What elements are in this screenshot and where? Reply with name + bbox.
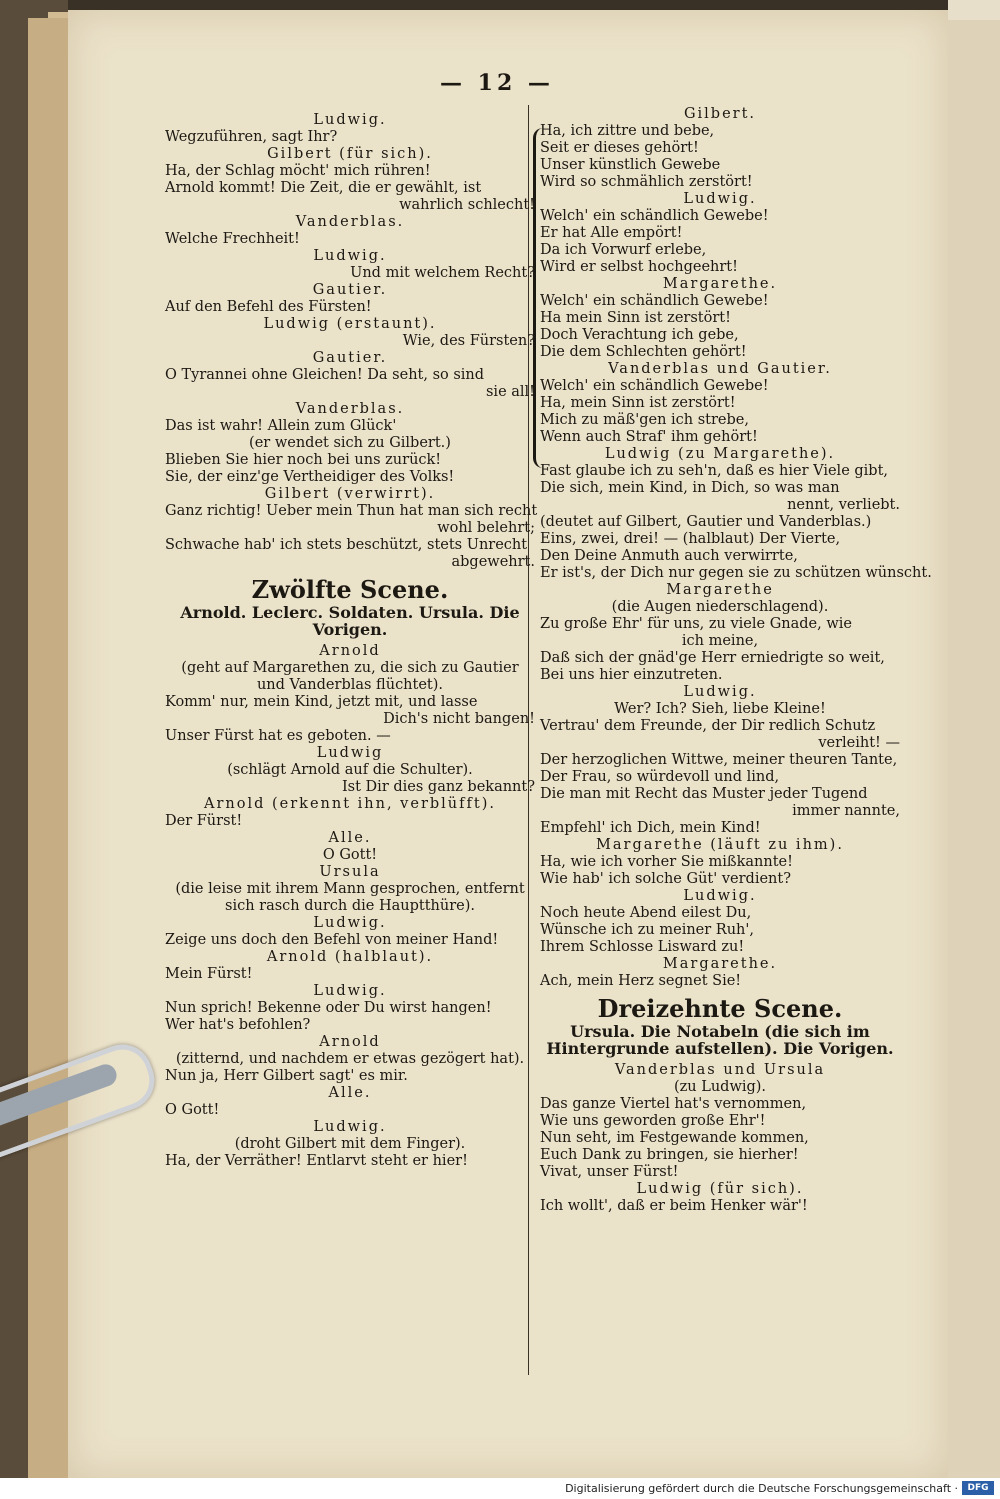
text-line: Ha, mein Sinn ist zerstört! [540, 395, 736, 411]
text-line: Margarethe [666, 582, 774, 598]
text-line: Ha, der Schlag möcht' mich rühren! [165, 163, 431, 179]
text-line: Vanderblas. [295, 214, 405, 230]
text-line: Zeige uns doch den Befehl von meiner Hand! [165, 932, 499, 948]
text-line: Ha, ich zittre und bebe, [540, 123, 715, 139]
text-line: (die leise mit ihrem Mann gesprochen, entfernt [175, 881, 525, 897]
left-column-text [165, 112, 538, 571]
text-line: Dich's nicht bangen! [383, 711, 535, 727]
text-line: Unser künstlich Gewebe [540, 157, 721, 173]
text-line: Arnold [319, 1034, 381, 1050]
right-column [540, 106, 932, 1215]
text-line: Gilbert (für sich). [267, 146, 433, 162]
text-line: Das ist wahr! Allein zum Glück' [165, 418, 397, 434]
text-line: Noch heute Abend eilest Du, [540, 905, 752, 921]
text-line: Das ganze Viertel hat's vernommen, [540, 1096, 807, 1112]
text-line: Seit er dieses gehört! [540, 140, 699, 156]
text-line: Nun sprich! Bekenne oder Du wirst hangen! [165, 1000, 492, 1016]
text-line: (die Augen niederschlagend). [611, 599, 829, 615]
text-line: Doch Verachtung ich gebe, [540, 327, 739, 343]
text-line: O Tyrannei ohne Gleichen! Da seht, so sind [165, 367, 485, 383]
text-line: (zitternd, und nachdem er etwas gezögert hat). [175, 1051, 525, 1067]
text-line: (schlägt Arnold auf die Schulter). [227, 762, 473, 778]
text-line: Ich wollt', daß er beim Henker wär'! [540, 1198, 808, 1214]
text-line: Gautier. [312, 350, 388, 366]
scene-thirteen-cast: Ursula. Die Notabeln (die sich im Hintergrunde aufstellen). Die Vorigen. [546, 1022, 894, 1058]
scene-twelve-cast: Arnold. Leclerc. Soldaten. Ursula. Die Vorigen. [180, 603, 520, 639]
text-line: Gilbert (verwirrt). [264, 486, 436, 502]
text-line: Auf den Befehl des Fürsten! [165, 299, 372, 315]
text-line: Ludwig. [683, 191, 757, 207]
text-line: Eins, zwei, drei! — (halblaut) Der Vierte, [540, 531, 841, 547]
text-line: verleiht! — [818, 735, 900, 751]
text-line: Vanderblas. [295, 401, 405, 417]
dfg-logo: DFG [962, 1481, 994, 1495]
text-line: Vertrau' dem Freunde, der Dir redlich Schutz [540, 718, 876, 734]
text-line: ich meine, [681, 633, 759, 649]
text-line: Ist Dir dies ganz bekannt? [341, 779, 535, 795]
text-line: Arnold [319, 643, 381, 659]
text-line: Die sich, mein Kind, in Dich, so was man [540, 480, 840, 496]
text-line: Ha, wie ich vorher Sie mißkannte! [540, 854, 793, 870]
text-line: Daß sich der gnäd'ge Herr erniedrigte so weit, [540, 650, 885, 666]
text-line: Wird er selbst hochgeehrt! [540, 259, 738, 275]
text-line: Er hat Alle empört! [540, 225, 683, 241]
text-line: Mich zu mäß'gen ich strebe, [540, 412, 749, 428]
text-line: Margarethe. [662, 956, 778, 972]
text-line: (droht Gilbert mit dem Finger). [234, 1136, 466, 1152]
text-line: Komm' nur, mein Kind, jetzt mit, und lasse [165, 694, 478, 710]
text-line: sie all! [485, 384, 535, 400]
right-column-text-2 [540, 1062, 900, 1215]
text-line: (geht auf Margarethen zu, die sich zu Gautier [181, 660, 519, 676]
text-line: Alle. [328, 830, 372, 846]
text-line: nennt, verliebt. [787, 497, 900, 513]
text-line: Ludwig. [313, 915, 387, 931]
text-line: Ludwig. [313, 248, 387, 264]
text-line: Gautier. [312, 282, 388, 298]
text-line: Ludwig. [683, 888, 757, 904]
left-column-text-2 [165, 643, 535, 1170]
text-line: Arnold kommt! Die Zeit, die er gewählt, ist [165, 180, 482, 196]
page-number: — 12 — [440, 70, 554, 96]
text-line: Ludwig (erstaunt). [263, 316, 437, 332]
text-line: Blieben Sie hier noch bei uns zurück! [165, 452, 442, 468]
text-line: Arnold (erkennt ihn, verblüfft). [204, 796, 496, 812]
text-line: Nun seht, im Festgewande kommen, [540, 1130, 809, 1146]
text-line: Welch' ein schändlich Gewebe! [540, 293, 769, 309]
text-line: Vivat, unser Fürst! [540, 1164, 679, 1180]
text-line: O Gott! [322, 847, 378, 863]
text-line: Ludwig. [683, 684, 757, 700]
text-line: Ludwig (zu Margarethe). [604, 446, 836, 462]
text-line: Ludwig. [313, 112, 387, 128]
right-column-text [540, 106, 932, 990]
text-line: Vanderblas und Ursula [614, 1062, 826, 1078]
text-line: Und mit welchem Recht? [350, 265, 535, 281]
text-line: Wünsche ich zu meiner Ruh', [540, 922, 754, 938]
text-line: Schwache hab' ich stets beschützt, stets Unrecht [165, 537, 528, 553]
text-line: sich rasch durch die Hauptthüre). [225, 898, 475, 914]
text-line: Da ich Vorwurf erlebe, [540, 242, 707, 258]
text-line: (deutet auf Gilbert, Gautier und Vanderblas.) [540, 514, 872, 530]
text-line: Margarethe. [662, 276, 778, 292]
text-line: Ha mein Sinn ist zerstört! [540, 310, 731, 326]
text-line: Gilbert. [683, 106, 757, 122]
text-line: Fast glaube ich zu seh'n, daß es hier Viele gibt, [540, 463, 889, 479]
text-line: Wer hat's befohlen? [165, 1017, 311, 1033]
text-line: (er wendet sich zu Gilbert.) [249, 435, 451, 451]
text-line: wahrlich schlecht! [399, 197, 535, 213]
text-line: Margarethe (läuft zu ihm). [596, 837, 844, 853]
text-line: Ludwig. [313, 1119, 387, 1135]
text-line: Arnold (halblaut). [266, 949, 434, 965]
text-line: Wie hab' ich solche Güt' verdient? [540, 871, 791, 887]
text-line: Welche Frechheit! [165, 231, 300, 247]
text-line: Mein Fürst! [165, 966, 253, 982]
text-line: Der Frau, so würdevoll und lind, [540, 769, 780, 785]
text-line: Nun ja, Herr Gilbert sagt' es mir. [165, 1068, 408, 1084]
text-line: Die man mit Recht das Muster jeder Tugend [540, 786, 868, 802]
scene-twelve-title: Zwölfte Scene. [251, 575, 449, 604]
text-line: Ha, der Verräther! Entlarvt steht er hier! [165, 1153, 468, 1169]
text-line: O Gott! [165, 1102, 220, 1118]
text-line: Welch' ein schändlich Gewebe! [540, 378, 769, 394]
text-line: Ursula [319, 864, 381, 880]
text-line: Wie, des Fürsten? [402, 333, 535, 349]
text-line: (zu Ludwig). [673, 1079, 767, 1095]
page-stack-edge-inner [944, 20, 1000, 1478]
text-line: Welch' ein schändlich Gewebe! [540, 208, 769, 224]
footer-credit: Digitalisierung gefördert durch die Deutsche Forschungsgemeinschaft · [565, 1482, 958, 1495]
text-line: wohl belehrt; [437, 520, 535, 536]
text-line: Der Fürst! [165, 813, 243, 829]
text-line: Den Deine Anmuth auch verwirrte, [540, 548, 798, 564]
text-line: Unser Fürst hat es geboten. — [165, 728, 391, 744]
text-line: Empfehl' ich Dich, mein Kind! [540, 820, 761, 836]
text-line: Wie uns geworden große Ehr'! [540, 1113, 766, 1129]
text-line: Ludwig (für sich). [636, 1181, 804, 1197]
text-line: Alle. [328, 1085, 372, 1101]
text-line: Der herzoglichen Wittwe, meiner theuren Tante, [540, 752, 898, 768]
text-line: Sie, der einz'ge Vertheidiger des Volks! [165, 469, 455, 485]
text-line: Bei uns hier einzutreten. [540, 667, 723, 683]
text-line: Zu große Ehr' für uns, zu viele Gnade, wie [540, 616, 852, 632]
text-line: Wird so schmählich zerstört! [540, 174, 753, 190]
footer-bar [0, 1478, 1000, 1499]
text-line: Ludwig [316, 745, 384, 761]
left-column [165, 112, 538, 1170]
text-line: Euch Dank zu bringen, sie hierher! [540, 1147, 799, 1163]
text-line: Vanderblas und Gautier. [608, 361, 832, 377]
text-line: abgewehrt. [451, 554, 535, 570]
text-line: und Vanderblas flüchtet). [256, 677, 444, 693]
scene-thirteen-title: Dreizehnte Scene. [597, 994, 843, 1023]
text-line: Ganz richtig! Ueber mein Thun hat man sich recht [165, 503, 538, 519]
text-line: Die dem Schlechten gehört! [540, 344, 747, 360]
text-line: Wer? Ich? Sieh, liebe Kleine! [614, 701, 826, 717]
text-line: immer nannte, [792, 803, 900, 819]
text-line: Wegzuführen, sagt Ihr? [165, 129, 338, 145]
text-line: Wenn auch Straf' ihm gehört! [540, 429, 758, 445]
text-line: Ach, mein Herz segnet Sie! [540, 973, 742, 989]
text-line: Ludwig. [313, 983, 387, 999]
text-line: Ihrem Schlosse Lisward zu! [540, 939, 745, 955]
text-line: Er ist's, der Dich nur gegen sie zu schützen wünscht. [540, 565, 932, 581]
